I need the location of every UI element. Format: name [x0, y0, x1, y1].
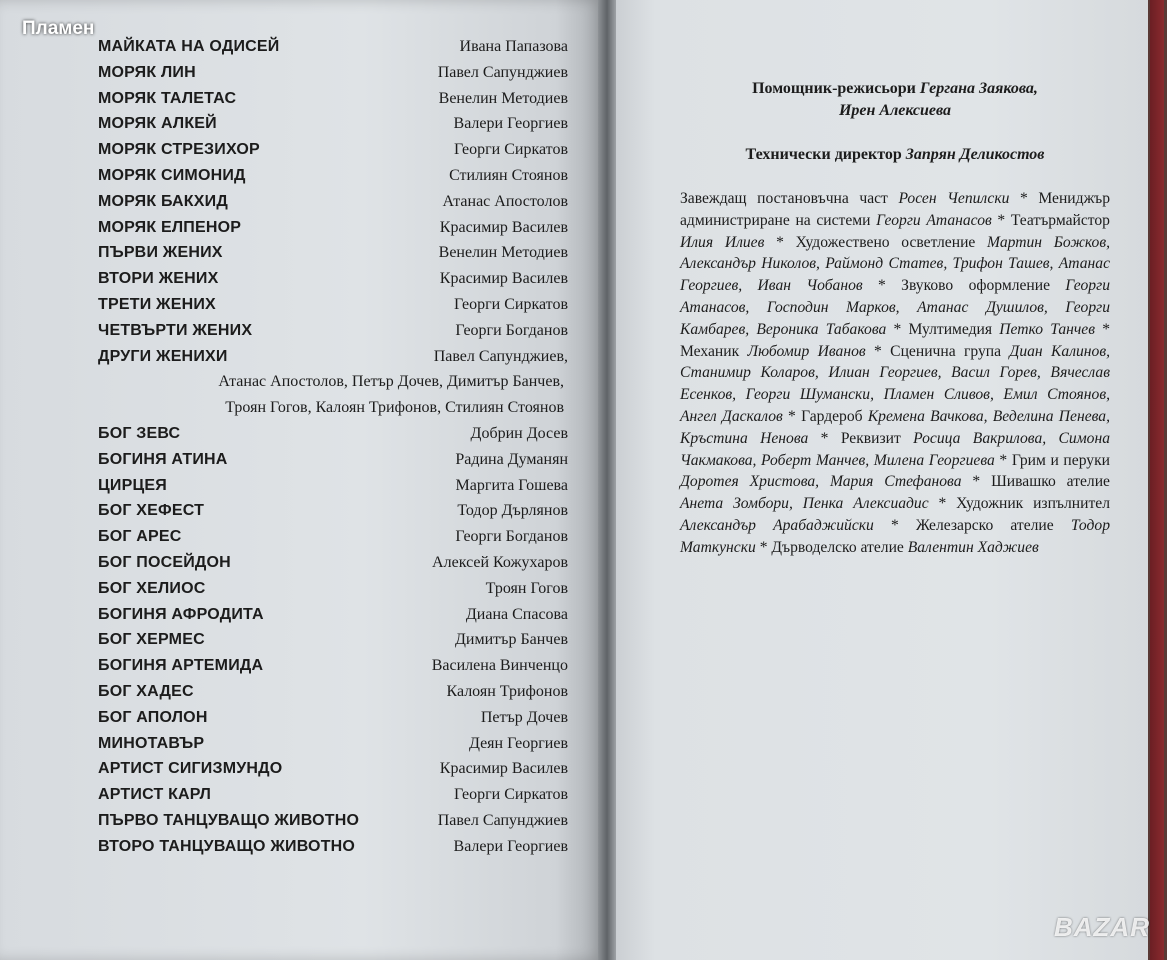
actor-name: Тодор Дърлянов — [457, 502, 568, 520]
crew-names: Любомир Иванов — [747, 342, 866, 360]
role-name: МОРЯК АЛКЕЙ — [98, 115, 217, 133]
assistant-director-name: Ирен Алексиева — [838, 102, 952, 119]
cast-row — [98, 606, 568, 632]
crew-names: Александър Арабаджийски — [680, 516, 874, 534]
seller-watermark: Пламен — [22, 18, 95, 39]
cast-row — [98, 683, 568, 709]
crew-department: Завеждащ постановъчна част — [680, 190, 899, 207]
assistant-director-name: Гергана Заякова, — [919, 80, 1038, 97]
assistant-directors — [680, 78, 1110, 122]
role-name: БОГИНЯ АТИНА — [98, 450, 228, 468]
technical-director — [680, 144, 1110, 166]
actor-name: Красимир Василев — [439, 218, 568, 236]
cast-row — [98, 322, 568, 348]
actor-name: Добрин Досев — [470, 424, 568, 442]
cast-row — [98, 477, 568, 503]
cast-row — [98, 657, 568, 683]
role-name: БОГ ПОСЕЙДОН — [98, 553, 231, 571]
role-name: МОРЯК ЕЛПЕНОР — [98, 218, 242, 236]
crew-department: * Мултимедия — [886, 320, 1000, 338]
actor-name: Атанас Апостолов, Петър Дочев, Димитър Банчев, — [218, 373, 564, 391]
actor-name: Деян Георгиев — [468, 734, 568, 752]
crew-department: * Мениджър администриране на системи — [680, 190, 1110, 229]
crew-department: * Театърмайстор — [991, 211, 1110, 229]
role-name: ПЪРВИ ЖЕНИХ — [98, 244, 223, 262]
book-spine-gutter — [598, 0, 616, 960]
actor-name: Венелин Методиев — [438, 89, 568, 107]
technical-director-label: Технически директор — [745, 146, 906, 163]
role-name: ВТОРО ТАНЦУВАЩО ЖИВОТНО — [98, 837, 356, 855]
role-name: ВТОРИ ЖЕНИХ — [98, 270, 219, 288]
crew-names: Росица Вакрилова, Симона Чакмакова, Роберт Манчев, Милена Георгиева — [680, 429, 1110, 469]
crew-names: Георги Атанасов — [876, 211, 992, 229]
actor-name: Троян Гогов — [485, 579, 568, 597]
cast-row — [98, 348, 568, 374]
role-name: МОРЯК СИМОНИД — [98, 166, 246, 184]
actor-name: Радина Думанян — [455, 450, 568, 468]
cast-row — [98, 735, 568, 761]
role-name: БОГ АРЕС — [98, 528, 182, 546]
actor-name: Алексей Кожухаров — [432, 553, 568, 571]
crew-names: Георги Атанасов, Господин Марков, Атанас Душилов, Георги Камбарев, Вероника Табакова — [680, 277, 1110, 338]
cast-row — [98, 812, 568, 838]
actor-name: Диана Спасова — [465, 605, 568, 623]
role-name: БОГ ЗЕВС — [98, 424, 181, 442]
technical-director-name: Запрян Деликостов — [905, 146, 1045, 163]
role-name: МОРЯК БАКХИД — [98, 192, 228, 210]
actor-name: Атанас Апостолов — [442, 192, 568, 210]
cast-row — [98, 451, 568, 477]
cast-row — [98, 580, 568, 606]
role-name: БОГИНЯ АРТЕМИДА — [98, 657, 264, 675]
crew-department: * Гардероб — [782, 407, 868, 425]
actor-name: Георги Сиркатов — [453, 141, 568, 159]
role-name: АРТИСТ КАРЛ — [98, 786, 212, 804]
crew-department: * Дърводелско ателие — [755, 538, 908, 556]
cast-row — [98, 193, 568, 219]
cast-row — [98, 528, 568, 554]
cast-row — [98, 554, 568, 580]
crew-names: Петко Танчев — [999, 320, 1095, 338]
cast-row — [98, 760, 568, 786]
role-name: МОРЯК ТАЛЕТАС — [98, 89, 237, 107]
cast-row — [98, 838, 568, 864]
crew-names: Доротея Христова, Мария Стефанова — [680, 473, 962, 491]
cast-row — [98, 631, 568, 657]
role-name: ЦИРЦЕЯ — [98, 476, 167, 494]
crew-names: Диан Калинов, Станимир Коларов, Илиан Георгиев, Васил Горев, Вячеслав Есенков, Георги Шумански, Пламен Сливов, Емил Стоянов, Ангел Даскалов — [680, 342, 1110, 425]
role-name: БОГ ХАДЕС — [98, 682, 194, 700]
actor-name: Павел Сапунджиев — [437, 63, 568, 81]
role-name: БОГ ХЕЛИОС — [98, 579, 206, 597]
crew-names: Тодор Маткунски — [680, 516, 1110, 556]
actor-name: Маргита Гошева — [455, 476, 568, 494]
role-name: МИНОТАВЪР — [98, 734, 205, 752]
role-name: БОГ ХЕФЕСТ — [98, 502, 205, 520]
actor-name: Стилиян Стоянов — [449, 166, 568, 184]
crew-department: * Художник изпълнител — [928, 495, 1110, 513]
role-name: МОРЯК ЛИН — [98, 63, 196, 81]
cast-row — [98, 709, 568, 735]
crew-department: * Железарско ателие — [873, 516, 1071, 534]
crew-department: * Звуково оформление — [862, 277, 1066, 295]
actor-name: Василена Винченцо — [431, 657, 568, 675]
actor-name: Димитър Банчев — [455, 631, 568, 649]
crew-column — [680, 78, 1110, 559]
cast-row — [98, 502, 568, 528]
crew-department: * Грим и перуки — [994, 451, 1111, 469]
cast-list — [98, 38, 568, 864]
cast-row — [98, 219, 568, 245]
role-name: ЧЕТВЪРТИ ЖЕНИХ — [98, 321, 253, 339]
crew-names: Илия Илиев — [680, 233, 765, 251]
role-name: МАЙКАТА НА ОДИСЕЙ — [98, 38, 280, 55]
crew-names: Валентин Хаджиев — [907, 538, 1039, 556]
actor-name: Георги Богданов — [455, 321, 568, 339]
cast-row — [98, 425, 568, 451]
crew-department: * Механик — [680, 320, 1110, 360]
actor-name: Георги Богданов — [455, 528, 568, 546]
bazar-logo: BAZAR — [1054, 912, 1150, 942]
cast-row — [98, 90, 568, 116]
cast-row — [98, 38, 568, 64]
cast-row — [98, 373, 568, 399]
cast-row — [98, 786, 568, 812]
actor-name: Валери Георгиев — [453, 837, 568, 855]
production-credits — [680, 188, 1110, 559]
actor-name: Петър Дочев — [480, 708, 568, 726]
actor-name: Павел Сапунджиев — [437, 811, 568, 829]
actor-name: Венелин Методиев — [438, 244, 568, 262]
role-name: БОГИНЯ АФРОДИТА — [98, 605, 264, 623]
crew-names: Мартин Божков, Александър Николов, Раймонд Статев, Трифон Ташев, Атанас Георгиев, Иван Чобанов — [680, 233, 1110, 295]
actor-name: Калоян Трифонов — [446, 682, 568, 700]
actor-name: Красимир Василев — [439, 760, 568, 778]
actor-name: Георги Сиркатов — [453, 786, 568, 804]
fabric-stripe — [1150, 0, 1164, 960]
actor-name: Георги Сиркатов — [453, 295, 568, 313]
crew-department: * Сценична група — [865, 342, 1010, 360]
actor-name: Ивана Папазова — [459, 38, 568, 55]
actor-name: Красимир Василев — [439, 270, 568, 288]
role-name: ДРУГИ ЖЕНИХИ — [98, 347, 228, 365]
actor-name: Павел Сапунджиев, — [433, 347, 568, 365]
role-name: АРТИСТ СИГИЗМУНДО — [98, 760, 283, 778]
role-name: ПЪРВО ТАНЦУВАЩО ЖИВОТНО — [98, 811, 360, 829]
cast-row — [98, 270, 568, 296]
cast-row — [98, 141, 568, 167]
role-name: БОГ АПОЛОН — [98, 708, 208, 726]
assistant-directors-label: Помощник-режисьори — [752, 80, 920, 97]
actor-name: Троян Гогов, Калоян Трифонов, Стилиян Стоянов — [225, 399, 564, 417]
crew-department: * Реквизит — [808, 429, 914, 447]
cast-row — [98, 64, 568, 90]
cast-row — [98, 167, 568, 193]
cast-row — [98, 296, 568, 322]
role-name: МОРЯК СТРЕЗИХОР — [98, 141, 260, 159]
crew-names: Анета Зомбори, Пенка Алексиадис — [680, 495, 929, 513]
cast-row — [98, 115, 568, 141]
crew-department: * Художествено осветление — [764, 233, 988, 251]
crew-names: Кремена Вачкова, Веделина Пенева, Кръстина Ненова — [680, 407, 1110, 447]
cast-row — [98, 399, 568, 425]
crew-department: * Шивашко ателие — [961, 473, 1110, 491]
actor-name: Валери Георгиев — [453, 115, 568, 133]
cast-row — [98, 244, 568, 270]
role-name: БОГ ХЕРМЕС — [98, 631, 205, 649]
role-name: ТРЕТИ ЖЕНИХ — [98, 295, 216, 313]
crew-names: Росен Чепилски — [898, 190, 1010, 207]
